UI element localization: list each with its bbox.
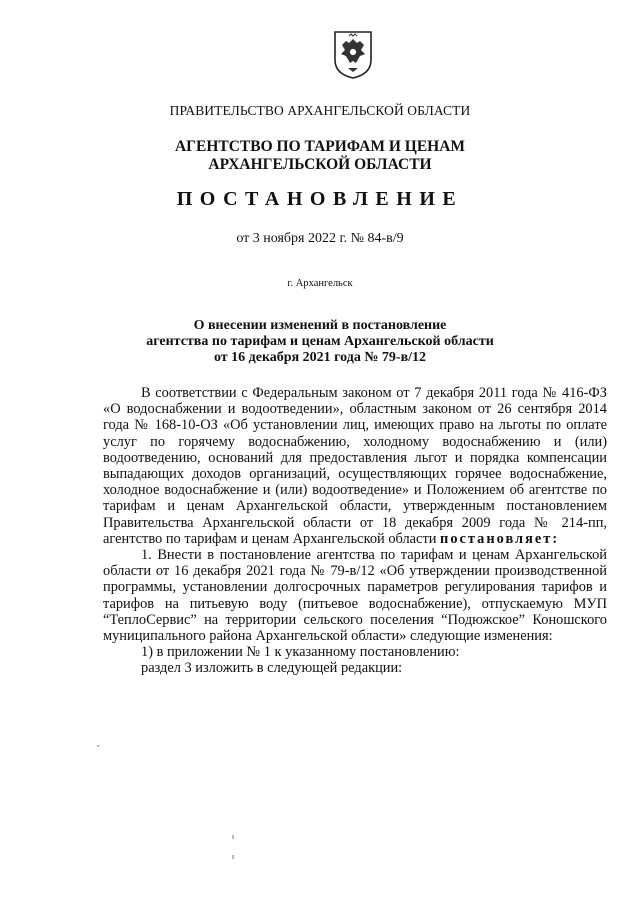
item-1-1-paragraph: 1) в приложении № 1 к указанному постановлению: <box>141 644 460 661</box>
scan-speck <box>97 745 99 747</box>
item-1-1-a-paragraph: раздел 3 изложить в следующей редакции: <box>141 660 403 677</box>
item-1-paragraph: 1. Внести в постановление агентства по тарифам и ценам Архангельской области от 16 декабря 2021 года № 79-в/12 «Об утверждении производственной программы, установлении долгосрочных параметров регулирования тарифов и тарифов на питьевую воду (питьевое водоснабжение), отпускаемую МУП “ТеплоСервис” на территории сельского поселения “Подюжское” Коношского муниципального района Архангельской области» следующие изменения: <box>103 547 607 645</box>
government-name: ПРАВИТЕЛЬСТВО АРХАНГЕЛЬСКОЙ ОБЛАСТИ <box>169 103 471 118</box>
coat-of-arms-emblem-icon <box>333 30 373 80</box>
document-date-number: от 3 ноября 2022 г. № 84-в/9 <box>236 231 404 246</box>
agency-name-line-2: АРХАНГЕЛЬСКОЙ ОБЛАСТИ <box>208 156 432 173</box>
document-subject <box>0 318 640 366</box>
agency-name <box>0 138 640 174</box>
document-city: г. Архангельск <box>287 278 353 289</box>
scan-speck <box>232 855 234 859</box>
agency-name-line-1: АГЕНТСТВО ПО ТАРИФАМ И ЦЕНАМ <box>174 138 466 155</box>
subject-line-1: О внесении изменений в постановление <box>193 318 447 333</box>
decrees-word: постановляет: <box>440 530 560 547</box>
scan-speck <box>232 835 234 839</box>
subject-line-3: от 16 декабря 2021 года № 79-в/12 <box>213 350 427 365</box>
preamble-text: В соответствии с Федеральным законом от 7 декабря 2011 года № 416-ФЗ «О водоснабжении и водоотведении», областным законом от 26 сентября 2014 года № 168-10-ОЗ «Об установлении лиц, имеющих право на льготы по оплате услуг по горячему водоснабжению, холодному водоснабжению и (или) водоотведению, оснований для предоставления льгот и порядка компенсации выпадающих доходов организаций, осуществляющих горячее водоснабжение, холодное водоснабжение и (или) водоотведение» и Положением об агентстве по тарифам и ценам Архангельской области, утвержденным постановлением Правительства Архангельской области от 18 декабря 2009 года № 214-пп, агентство по тарифам и ценам Архангельской области <box>103 385 607 547</box>
document-type-title: ПОСТАНОВЛЕНИЕ <box>176 188 464 210</box>
document-body <box>103 385 607 677</box>
subject-line-2: агентства по тарифам и ценам Архангельской области <box>146 334 494 349</box>
preamble-paragraph <box>103 385 607 547</box>
